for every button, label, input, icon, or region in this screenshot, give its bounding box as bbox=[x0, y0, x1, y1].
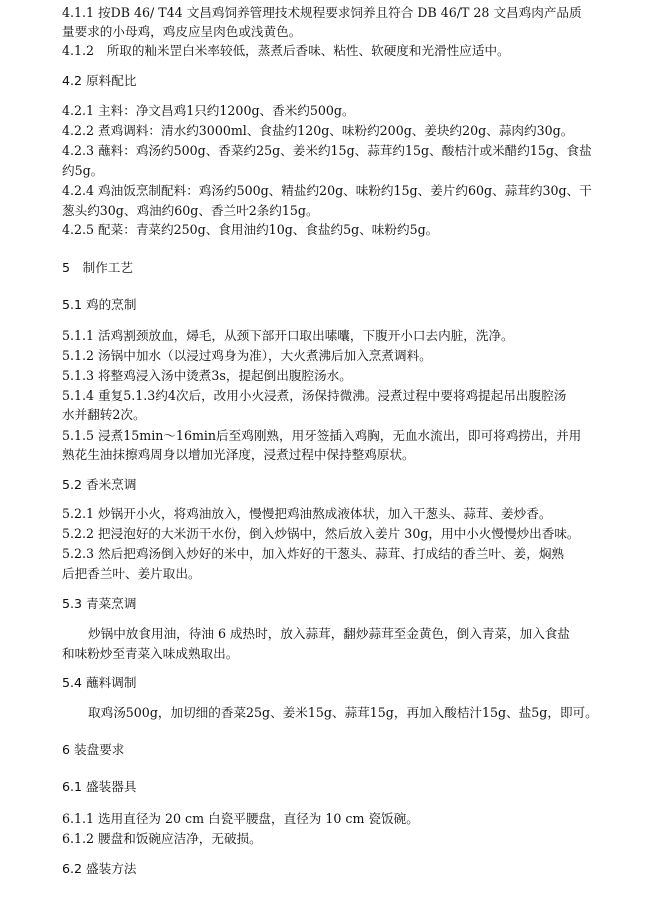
paragraph-line: 炒锅中放食用油，待油 6 成热时，放入蒜茸，翻炒蒜茸至金黄色，倒入青菜，加入食盐 bbox=[88, 626, 570, 641]
section-heading: 4.2 原料配比 bbox=[62, 73, 137, 88]
chapter-heading: 5 制作工艺 bbox=[62, 260, 133, 275]
paragraph-line: 6.1.2 腰盘和饭碗应洁净，无破损。 bbox=[62, 831, 262, 846]
section-heading: 6.1 盛装器具 bbox=[62, 779, 137, 794]
section-heading: 5.4 蘸料调制 bbox=[62, 675, 137, 690]
paragraph-line: 取鸡汤500g，加切细的香菜25g、姜米15g、蒜茸15g，再加入酸桔汁15g、盐5g，即可。 bbox=[88, 705, 598, 720]
paragraph-line: 约5g。 bbox=[62, 163, 104, 178]
paragraph-line: 5.1.4 重复5.1.3约4次后，改用小火浸煮，汤保持微沸。浸煮过程中要将鸡提起吊出腹腔汤 bbox=[62, 388, 567, 403]
section-heading: 5.1 鸡的烹制 bbox=[62, 297, 137, 312]
paragraph-line: 熟花生油抹擦鸡周身以增加光泽度，浸煮过程中保持整鸡原状。 bbox=[62, 447, 415, 462]
paragraph-line: 葱头约30g、鸡油约60g、香兰叶2条约15g。 bbox=[62, 203, 319, 218]
paragraph-line: 4.1.2 所取的籼米罡白米率较低，蒸煮后香味、粘性、软硬度和光滑性应适中。 bbox=[62, 43, 510, 58]
paragraph-line: 5.1.2 汤锅中加水（以浸过鸡身为准），大火煮沸后加入烹煮调料。 bbox=[62, 348, 432, 363]
paragraph-line: 5.1.5 浸煮15min～16min后至鸡刚熟，用牙签插入鸡胸，无血水流出，即可将鸡捞出，并用 bbox=[62, 428, 582, 443]
section-heading: 6.2 盛装方法 bbox=[62, 861, 137, 876]
paragraph-line: 5.2.3 然后把鸡汤倒入炒好的米中，加入炸好的干葱头、蒜茸、打成结的香兰叶、姜，焖熟 bbox=[62, 546, 565, 561]
chapter-heading: 6 装盘要求 bbox=[62, 742, 125, 757]
paragraph-line: 和味粉炒至青菜入味成熟取出。 bbox=[62, 646, 239, 661]
paragraph-line: 5.1.1 活鸡割颈放血，燖毛，从颈下部开口取出嗉囔，下腹开小口去内脏，洗净。 bbox=[62, 328, 514, 343]
paragraph-line: 5.1.3 将整鸡浸入汤中烫煮3s，提起倒出腹腔汤水。 bbox=[62, 368, 352, 383]
paragraph-line: 量要求的小母鸡，鸡皮应呈肉色或浅黄色。 bbox=[62, 24, 302, 39]
paragraph-line: 5.2.1 炒锅开小火，将鸡油放入，慢慢把鸡油熬成液体状，加入干葱头、蒜茸、姜炒香。 bbox=[62, 506, 552, 521]
paragraph-line: 水并翻转2次。 bbox=[62, 407, 146, 422]
paragraph-line: 5.2.2 把浸泡好的大米沥干水份，倒入炒锅中，然后放入姜片 30g，用中小火慢慢炒出香味。 bbox=[62, 526, 580, 541]
section-heading: 5.2 香米烹调 bbox=[62, 477, 137, 492]
section-heading: 5.3 青菜烹调 bbox=[62, 596, 137, 611]
paragraph-line: 4.1.1 按DB 46/ T44 文昌鸡饲养管理技术规程要求饲养且符合 DB 46/T 28 文昌鸡肉产品质 bbox=[62, 5, 582, 20]
paragraph-line: 4.2.1 主料：净文昌鸡1只约1200g、香米约500g。 bbox=[62, 103, 355, 118]
paragraph-line: 4.2.4 鸡油饭烹制配料：鸡汤约500g、精盐约20g、味粉约15g、姜片约60g、蒜茸约30g、干 bbox=[62, 183, 592, 198]
paragraph-line: 6.1.1 选用直径为 20 cm 白瓷平腰盘，直径为 10 cm 瓷饭碗。 bbox=[62, 811, 419, 826]
paragraph-line: 4.2.5 配菜：青菜约250g、食用油约10g、食盐约5g、味粉约5g。 bbox=[62, 222, 439, 237]
paragraph-line: 4.2.2 煮鸡调料：清水约3000ml、食盐约120g、味粉约200g、姜块约20g、蒜肉约30g。 bbox=[62, 123, 574, 138]
paragraph-line: 后把香兰叶、姜片取出。 bbox=[62, 566, 201, 581]
paragraph-line: 4.2.3 蘸料：鸡汤约500g、香菜约25g、姜米约15g、蒜茸约15g、酸桔汁或米醋约15g、食盐 bbox=[62, 143, 592, 158]
